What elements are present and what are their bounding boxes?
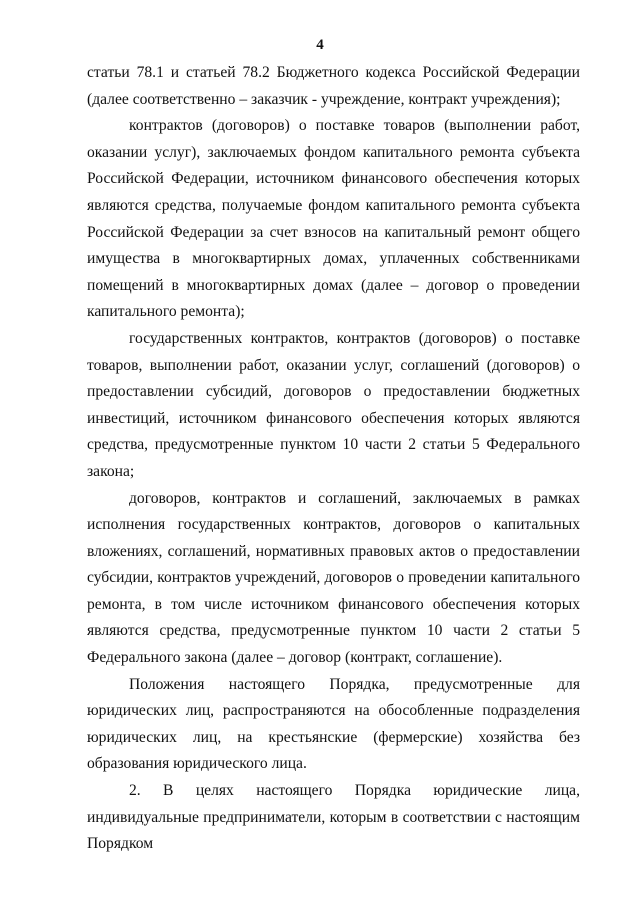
paragraph-agreements: договоров, контрактов и соглашений, заключаемых в рамках исполнения государственных контрактов, договоров о капитальных вложениях, соглашений, нормативных правовых актов о предоставлении субсидии, контрактов учреждений, договоров о проведении капитального ремонта, в том числе источником финансового обеспечения которых являются средства, предусмотренные пунктом 10 части 2 статьи 5 Федерального закона (далее – договор (контракт, соглашение). [87, 489, 580, 667]
document-body [87, 60, 580, 858]
paragraph-state-contracts: государственных контрактов, контрактов (договоров) о поставке товаров, выполнении работ, оказании услуг, соглашений (договоров) о предоставлении субсидий, договоров о предоставлении бюджетных инвестиций, источником финансового обеспечения которых являются средства, предусмотренные пунктом 10 части 2 статьи 5 Федерального закона; [87, 329, 580, 480]
paragraph-provisions: Положения настоящего Порядка, предусмотренные для юридических лиц, распространяются на обособленные подразделения юридических лиц, на крестьянские (фермерские) хозяйства без образования юридического лица. [87, 675, 580, 773]
paragraph-capital-repair-contracts: контрактов (договоров) о поставке товаров (выполнении работ, оказании услуг), заключаемых фондом капитального ремонта субъекта Российской Федерации, источником финансового обеспечения которых являются средства, получаемые фондом капитального ремонта субъекта Российской Федерации за счет взносов на капитальный ремонт общего имущества в многоквартирных домах, уплаченных собственниками помещений в многоквартирных домах (далее – договор о проведении капитального ремонта); [87, 117, 580, 321]
paragraph-continuation: статьи 78.1 и статьей 78.2 Бюджетного кодекса Российской Федерации (далее соответственно – заказчик - учреждение, контракт учреждения); [87, 64, 580, 108]
paragraph-section-2: 2. В целях настоящего Порядка юридические лица, индивидуальные предприниматели, которым в соответствии с настоящим Порядком [87, 782, 580, 853]
page-number: 4 [316, 37, 324, 53]
